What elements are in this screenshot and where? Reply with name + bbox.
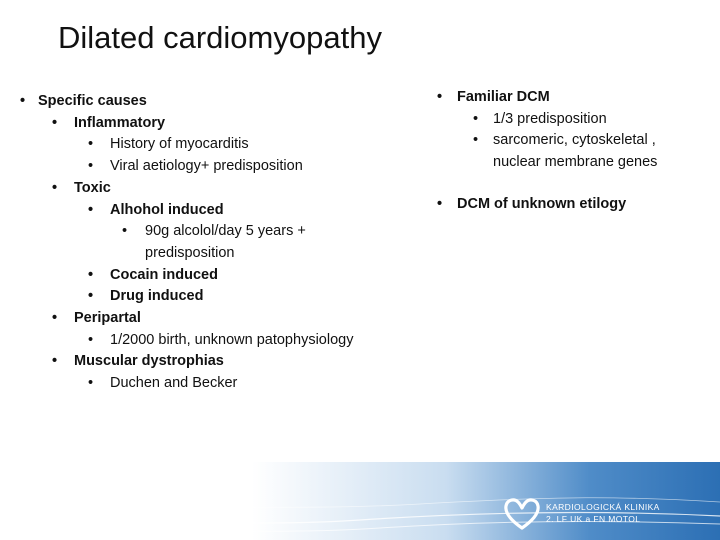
left-bullet-list — [20, 91, 420, 395]
bullet-item: • Muscular dystrophias — [20, 351, 420, 373]
footer-logo-text — [546, 501, 660, 525]
footer-line-2: 2. LF UK a FN MOTOL — [546, 514, 641, 524]
bullet-item: • 1/2000 birth, unknown patophysiology — [20, 330, 420, 352]
bullet-item: • Viral aetiology+ predisposition — [20, 156, 420, 178]
bullet-item: • Alhohol induced — [20, 200, 420, 222]
bullet-item: • 1/3 predisposition — [437, 109, 707, 131]
bullet-item: • Duchen and Becker — [20, 373, 420, 395]
bullet-item: • sarcomeric, cytoskeletal , nuclear membrane genes — [437, 130, 689, 173]
bullet-item: • History of myocarditis — [20, 134, 420, 156]
slide-title: Dilated cardiomyopathy — [58, 20, 382, 55]
footer-line-1: KARDIOLOGICKÁ KLINIKA — [546, 502, 660, 512]
bullet-item: • Drug induced — [20, 286, 420, 308]
bullet-item: • Specific causes — [20, 91, 420, 113]
bullet-item: • Peripartal — [20, 308, 420, 330]
bullet-item: • 90g alcolol/day 5 years + predisposition — [20, 221, 355, 264]
bullet-item: • DCM of unknown etilogy — [437, 194, 707, 216]
bullet-item: • Familiar DCM — [437, 87, 707, 109]
heart-logo-icon — [503, 497, 541, 531]
right-bullet-list — [437, 87, 707, 216]
bullet-item: • Inflammatory — [20, 113, 420, 135]
bullet-item: • Cocain induced — [20, 265, 420, 287]
bullet-item: • Toxic — [20, 178, 420, 200]
